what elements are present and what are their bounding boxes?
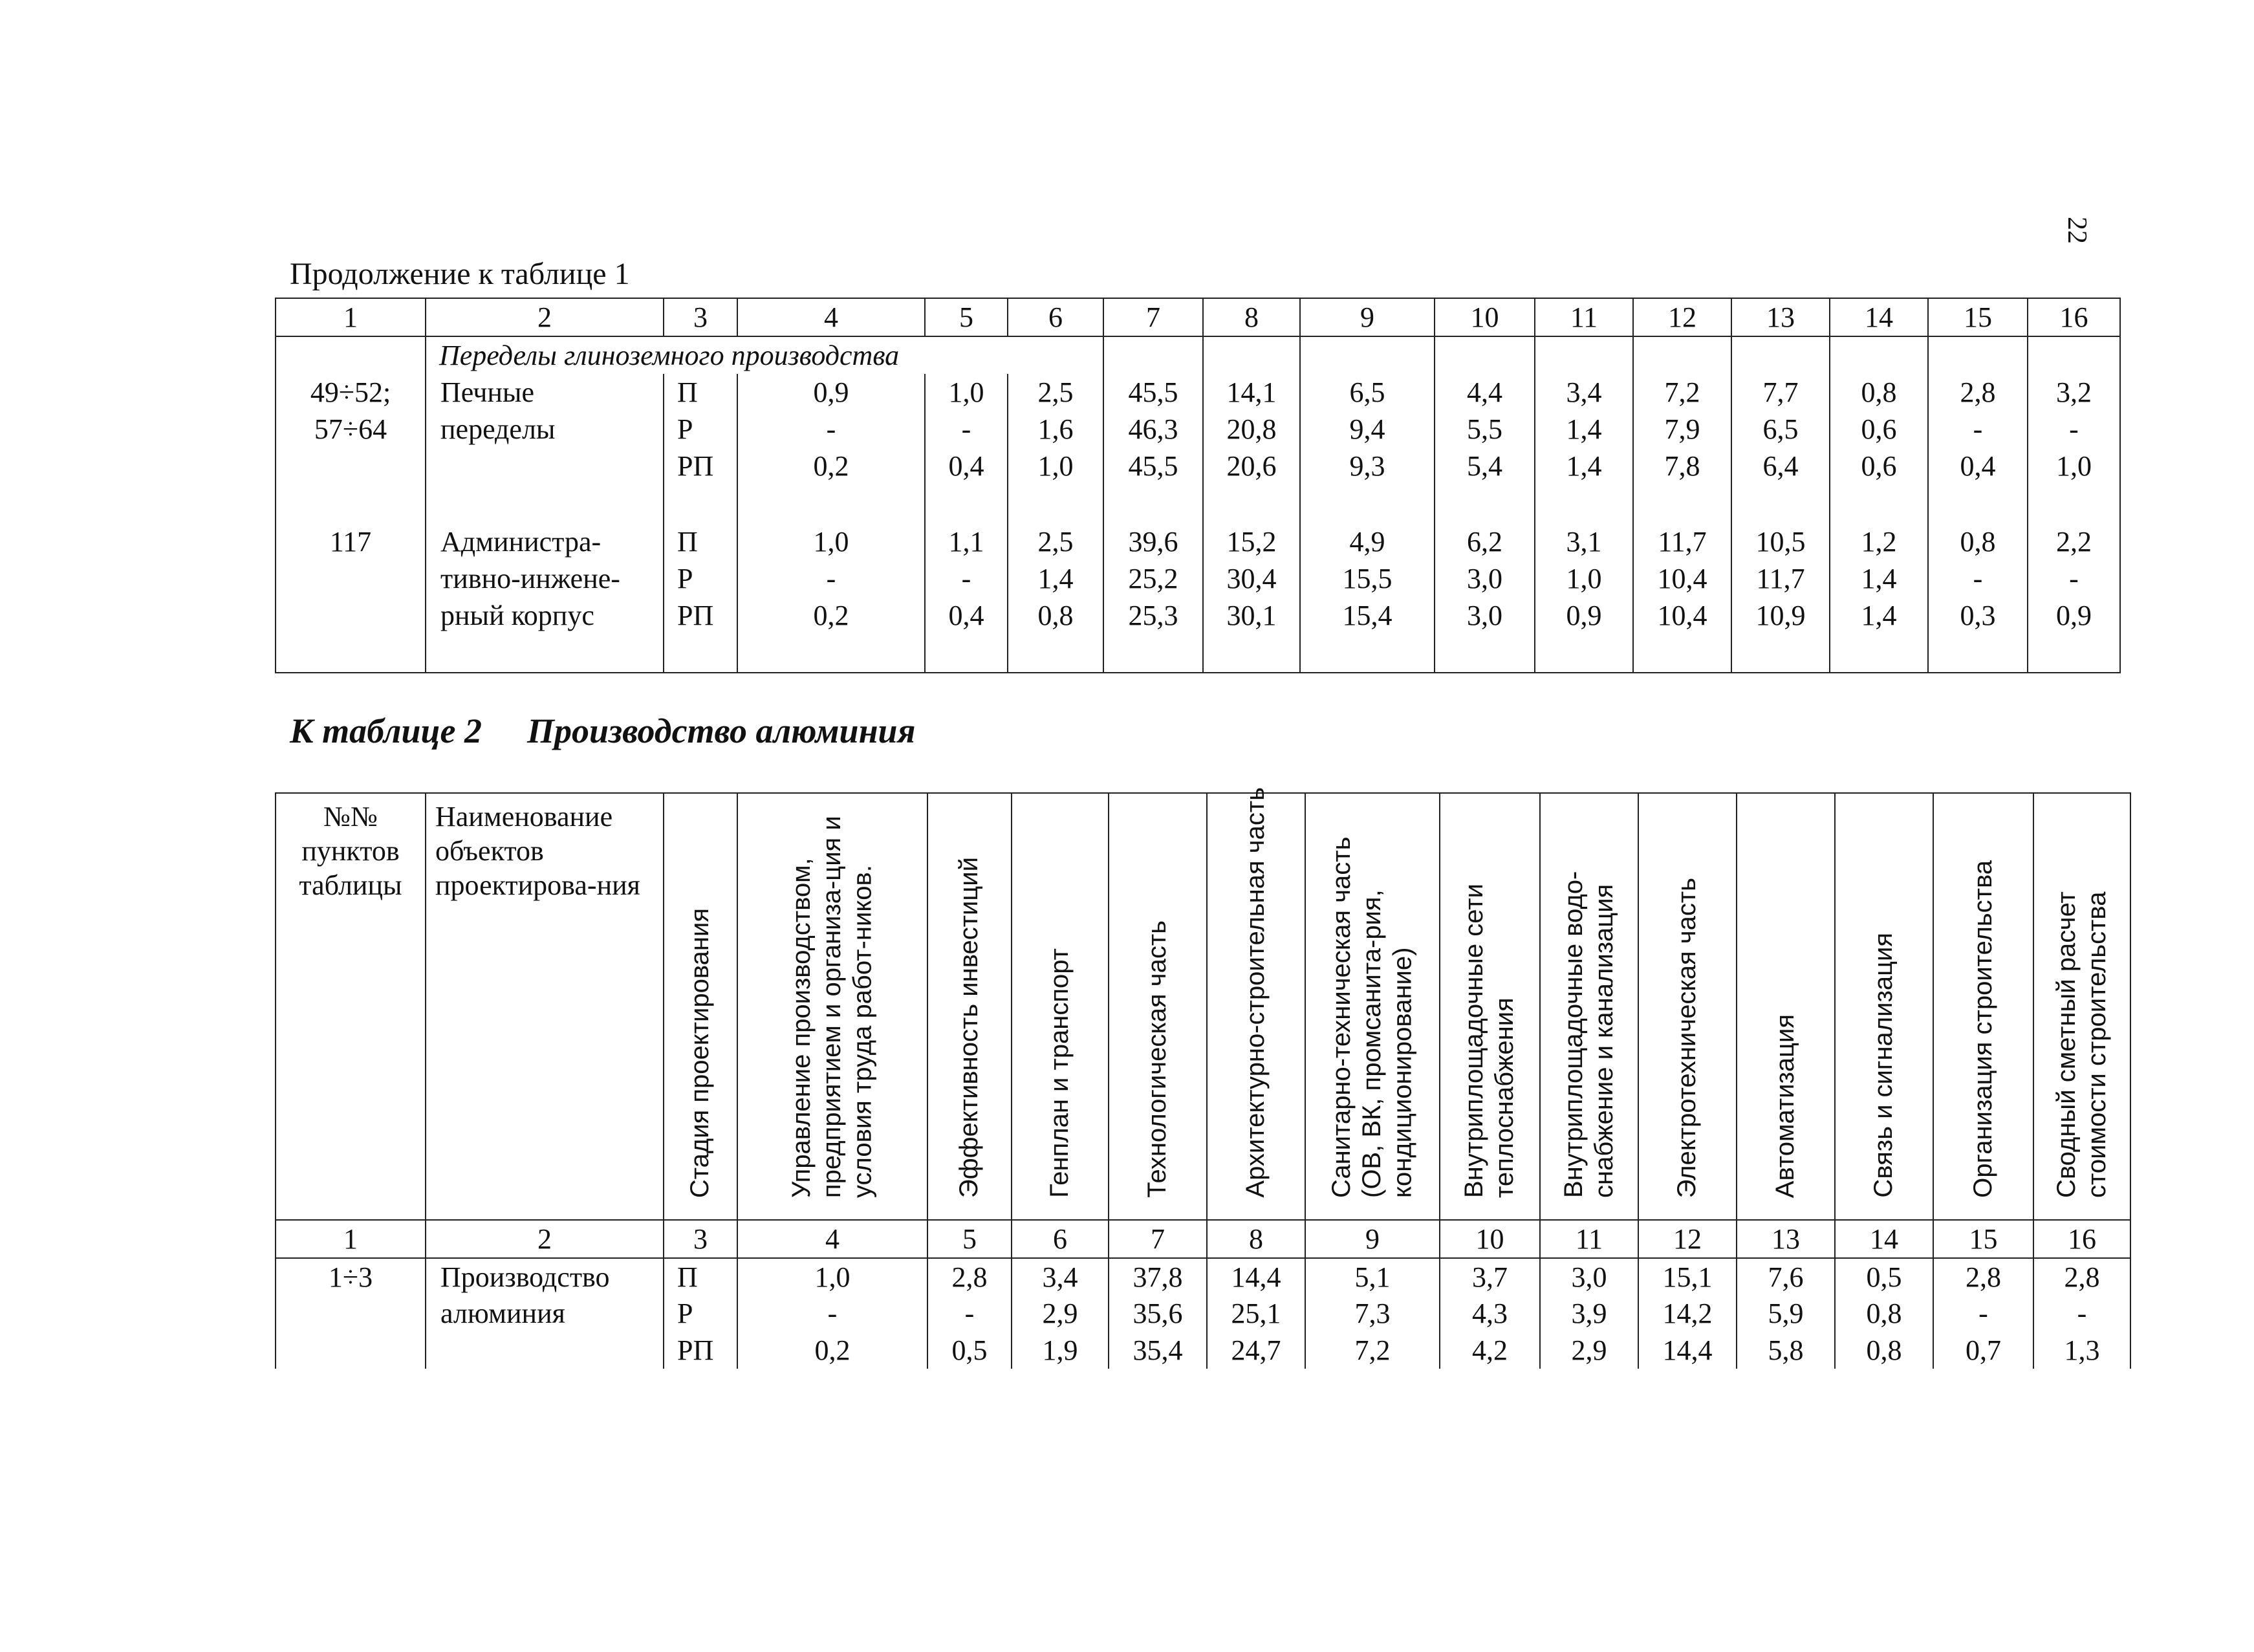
- value-cell: 3,2: [2028, 374, 2120, 411]
- stage: П: [664, 1258, 737, 1295]
- header-label: Связь и сигнализация: [1869, 933, 1898, 1198]
- column-number: 4: [737, 298, 925, 336]
- value-cell: 3,4: [1012, 1258, 1109, 1295]
- column-number: 8: [1203, 298, 1300, 336]
- stage: Р: [664, 411, 737, 448]
- value-cell: 1,0: [737, 523, 925, 560]
- value-cell: 0,9: [737, 374, 925, 411]
- item-number: [276, 1295, 426, 1332]
- value-cell: 0,5: [1835, 1258, 1933, 1295]
- header-label: Генплан и транспорт: [1045, 948, 1074, 1198]
- table2-caption-title: Производство алюминия: [526, 712, 916, 750]
- object-name: Печные: [426, 374, 664, 411]
- stage: РП: [664, 448, 737, 484]
- column-number: 9: [1305, 1220, 1440, 1258]
- cell-empty: [1633, 484, 1731, 523]
- value-cell: -: [737, 411, 925, 448]
- column-number-row: [276, 1220, 2130, 1258]
- item-number: 1÷3: [276, 1258, 426, 1295]
- cell-empty: [2028, 634, 2120, 673]
- value-cell: 2,5: [1008, 374, 1103, 411]
- column-number-row: [276, 298, 2120, 336]
- cell-empty: [664, 634, 737, 673]
- cell-empty: [426, 484, 664, 523]
- value-cell: 3,0: [1540, 1258, 1638, 1295]
- value-cell: 3,4: [1535, 374, 1633, 411]
- column-number: 4: [737, 1220, 927, 1258]
- column-number: 6: [1008, 298, 1103, 336]
- value-cell: 11,7: [1633, 523, 1731, 560]
- header-column: [1012, 793, 1109, 1220]
- value-cell: 2,5: [1008, 523, 1103, 560]
- value-cell: 1,2: [1830, 523, 1928, 560]
- value-cell: 15,4: [1300, 597, 1435, 634]
- value-cell: -: [925, 411, 1008, 448]
- value-cell: 2,8: [2033, 1258, 2130, 1295]
- cell-empty: [426, 634, 664, 673]
- value-cell: 0,9: [2028, 597, 2120, 634]
- value-cell: 1,0: [1008, 448, 1103, 484]
- column-number: 13: [1731, 298, 1830, 336]
- value-cell: 1,4: [1830, 597, 1928, 634]
- table-row: [276, 1295, 2130, 1332]
- value-cell: 39,6: [1103, 523, 1203, 560]
- column-number: 13: [1737, 1220, 1835, 1258]
- spacer-row: [276, 634, 2120, 673]
- value-cell: 6,2: [1435, 523, 1535, 560]
- table-row: [276, 560, 2120, 597]
- header-object-name: Наименование объектов проектирова-ния: [426, 793, 664, 1220]
- value-cell: 0,5: [927, 1332, 1012, 1369]
- column-number: 2: [426, 298, 664, 336]
- cell-empty: [276, 634, 426, 673]
- value-cell: 15,2: [1203, 523, 1300, 560]
- value-cell: 2,8: [927, 1258, 1012, 1295]
- value-cell: 4,2: [1440, 1332, 1540, 1369]
- cell-empty: [1300, 484, 1435, 523]
- value-cell: 15,5: [1300, 560, 1435, 597]
- value-cell: 0,2: [737, 597, 925, 634]
- value-cell: 3,0: [1435, 597, 1535, 634]
- table1: [275, 298, 2121, 673]
- cell-empty: [1731, 336, 1830, 374]
- table-row: [276, 374, 2120, 411]
- value-cell: 4,3: [1440, 1295, 1540, 1332]
- value-cell: -: [927, 1295, 1012, 1332]
- header-column: [1207, 787, 1305, 1220]
- column-number: 15: [1933, 1220, 2033, 1258]
- section-row: [276, 336, 2120, 374]
- value-cell: 45,5: [1103, 374, 1203, 411]
- column-number: 5: [925, 298, 1008, 336]
- value-cell: 1,1: [925, 523, 1008, 560]
- value-cell: 30,1: [1203, 597, 1300, 634]
- value-cell: 1,4: [1830, 560, 1928, 597]
- stage: Р: [664, 1295, 737, 1332]
- value-cell: 10,5: [1731, 523, 1830, 560]
- value-cell: 45,5: [1103, 448, 1203, 484]
- header-column: [1835, 793, 1933, 1220]
- table-row: [276, 1332, 2130, 1369]
- value-cell: -: [2033, 1295, 2130, 1332]
- value-cell: 9,4: [1300, 411, 1435, 448]
- table2-caption-ref: К таблице 2: [290, 712, 482, 750]
- item-number: [276, 1332, 426, 1369]
- value-cell: 7,2: [1633, 374, 1731, 411]
- cell-empty: [1300, 634, 1435, 673]
- value-cell: 0,2: [737, 448, 925, 484]
- value-cell: 25,2: [1103, 560, 1203, 597]
- cell-empty: [1535, 634, 1633, 673]
- value-cell: 0,8: [1830, 374, 1928, 411]
- header-column: [737, 793, 927, 1220]
- value-cell: 0,4: [925, 448, 1008, 484]
- value-cell: 14,4: [1207, 1258, 1305, 1295]
- value-cell: 7,3: [1305, 1295, 1440, 1332]
- cell-empty: [1435, 484, 1535, 523]
- column-number: 10: [1440, 1220, 1540, 1258]
- cell-empty: [276, 484, 426, 523]
- stage: П: [664, 523, 737, 560]
- header-label: Внутриплощадочные сети теплоснабжения: [1460, 884, 1519, 1198]
- value-cell: 2,9: [1540, 1332, 1638, 1369]
- value-cell: 10,9: [1731, 597, 1830, 634]
- item-number: [276, 560, 426, 597]
- value-cell: 0,4: [925, 597, 1008, 634]
- object-name: Производство: [426, 1258, 664, 1295]
- object-name: [426, 1332, 664, 1369]
- value-cell: 1,0: [1535, 560, 1633, 597]
- item-number: 49÷52;: [276, 374, 426, 411]
- spacer-row: [276, 484, 2120, 523]
- value-cell: 1,0: [2028, 448, 2120, 484]
- value-cell: 2,9: [1012, 1295, 1109, 1332]
- column-number: 7: [1103, 298, 1203, 336]
- value-cell: 1,4: [1008, 560, 1103, 597]
- value-cell: 14,2: [1638, 1295, 1737, 1332]
- header-label: Санитарно-техническая часть (ОВ, ВК, промсанита-рия, кондиционирование): [1327, 836, 1417, 1198]
- cell-empty: [1008, 484, 1103, 523]
- column-number: 3: [664, 1220, 737, 1258]
- header-column: [1737, 793, 1835, 1220]
- column-number: 14: [1835, 1220, 1933, 1258]
- header-label: Внутриплощадочные водо-снабжение и канализация: [1559, 871, 1618, 1198]
- value-cell: -: [2028, 411, 2120, 448]
- table2-caption: [290, 713, 960, 748]
- value-cell: 6,4: [1731, 448, 1830, 484]
- value-cell: 5,9: [1737, 1295, 1835, 1332]
- value-cell: 5,4: [1435, 448, 1535, 484]
- value-cell: 7,6: [1737, 1258, 1835, 1295]
- cell-empty: [664, 484, 737, 523]
- header-row: [276, 793, 2130, 1220]
- column-number: 7: [1109, 1220, 1207, 1258]
- stage: П: [664, 374, 737, 411]
- value-cell: 1,3: [2033, 1332, 2130, 1369]
- value-cell: 14,4: [1638, 1332, 1737, 1369]
- value-cell: 35,4: [1109, 1332, 1207, 1369]
- column-number: 11: [1535, 298, 1633, 336]
- header-label: Стадия проектирования: [686, 908, 715, 1198]
- value-cell: -: [737, 560, 925, 597]
- column-number: 12: [1638, 1220, 1737, 1258]
- object-name: Администра-: [426, 523, 664, 560]
- column-number: 2: [426, 1220, 664, 1258]
- header-column: [1440, 793, 1540, 1220]
- table-row: [276, 1258, 2130, 1295]
- item-number: [276, 448, 426, 484]
- cell-empty: [276, 336, 426, 374]
- value-cell: 1,0: [925, 374, 1008, 411]
- header-column: [1540, 793, 1638, 1220]
- column-number: 10: [1435, 298, 1535, 336]
- value-cell: 1,6: [1008, 411, 1103, 448]
- value-cell: 6,5: [1300, 374, 1435, 411]
- header-label: Автоматизация: [1771, 1014, 1800, 1198]
- value-cell: 10,4: [1633, 560, 1731, 597]
- cell-empty: [1103, 634, 1203, 673]
- value-cell: -: [1928, 560, 2028, 597]
- cell-empty: [925, 634, 1008, 673]
- value-cell: 4,4: [1435, 374, 1535, 411]
- column-number: 6: [1012, 1220, 1109, 1258]
- object-name: переделы: [426, 411, 664, 448]
- column-number: 14: [1830, 298, 1928, 336]
- header-column: [2033, 793, 2130, 1220]
- header-label: Организация строительства: [1968, 860, 1997, 1198]
- value-cell: 7,8: [1633, 448, 1731, 484]
- stage: Р: [664, 560, 737, 597]
- table1-caption: Продолжение к таблице 1: [290, 257, 630, 291]
- cell-empty: [1731, 484, 1830, 523]
- column-number: 8: [1207, 1220, 1305, 1258]
- value-cell: 0,3: [1928, 597, 2028, 634]
- column-number: 3: [664, 298, 737, 336]
- cell-empty: [1103, 336, 1203, 374]
- value-cell: -: [925, 560, 1008, 597]
- header-label: Управление производством, предприятием и организа-ция и условия труда работ-ников.: [787, 816, 877, 1198]
- value-cell: 35,6: [1109, 1295, 1207, 1332]
- object-name: алюминия: [426, 1295, 664, 1332]
- table-row: [276, 523, 2120, 560]
- cell-empty: [1928, 336, 2028, 374]
- value-cell: 25,3: [1103, 597, 1203, 634]
- cell-empty: [737, 484, 925, 523]
- value-cell: 4,9: [1300, 523, 1435, 560]
- value-cell: 2,8: [1933, 1258, 2033, 1295]
- value-cell: 5,1: [1305, 1258, 1440, 1295]
- item-number: 117: [276, 523, 426, 560]
- value-cell: 0,6: [1830, 411, 1928, 448]
- value-cell: -: [1933, 1295, 2033, 1332]
- column-number: 11: [1540, 1220, 1638, 1258]
- cell-empty: [1203, 634, 1300, 673]
- value-cell: 0,2: [737, 1332, 927, 1369]
- value-cell: -: [2028, 560, 2120, 597]
- cell-empty: [1435, 634, 1535, 673]
- value-cell: 1,4: [1535, 411, 1633, 448]
- cell-empty: [1535, 336, 1633, 374]
- value-cell: 1,4: [1535, 448, 1633, 484]
- value-cell: 14,1: [1203, 374, 1300, 411]
- cell-empty: [1928, 634, 2028, 673]
- item-number: 57÷64: [276, 411, 426, 448]
- header-column: [1109, 793, 1207, 1220]
- cell-empty: [1203, 484, 1300, 523]
- column-number: 1: [276, 298, 426, 336]
- value-cell: -: [1928, 411, 2028, 448]
- object-name: [426, 448, 664, 484]
- value-cell: 0,8: [1008, 597, 1103, 634]
- cell-empty: [1103, 484, 1203, 523]
- value-cell: 30,4: [1203, 560, 1300, 597]
- value-cell: 0,7: [1933, 1332, 2033, 1369]
- header-column: [1933, 793, 2033, 1220]
- value-cell: 0,9: [1535, 597, 1633, 634]
- header-column: [927, 793, 1012, 1220]
- cell-empty: [2028, 484, 2120, 523]
- column-number: 9: [1300, 298, 1435, 336]
- value-cell: 6,5: [1731, 411, 1830, 448]
- value-cell: 0,6: [1830, 448, 1928, 484]
- table2: [275, 787, 2131, 1369]
- column-number: 12: [1633, 298, 1731, 336]
- value-cell: 15,1: [1638, 1258, 1737, 1295]
- column-number: 16: [2028, 298, 2120, 336]
- value-cell: 3,1: [1535, 523, 1633, 560]
- value-cell: 1,9: [1012, 1332, 1109, 1369]
- page-number: 22: [2062, 217, 2092, 244]
- cell-empty: [1731, 634, 1830, 673]
- value-cell: 0,8: [1835, 1332, 1933, 1369]
- value-cell: 7,7: [1731, 374, 1830, 411]
- cell-empty: [1203, 336, 1300, 374]
- stage: РП: [664, 1332, 737, 1369]
- value-cell: -: [737, 1295, 927, 1332]
- value-cell: 3,7: [1440, 1258, 1540, 1295]
- value-cell: 9,3: [1300, 448, 1435, 484]
- cell-empty: [925, 484, 1008, 523]
- cell-empty: [1435, 336, 1535, 374]
- value-cell: 2,8: [1928, 374, 2028, 411]
- column-number: 16: [2033, 1220, 2130, 1258]
- value-cell: 7,9: [1633, 411, 1731, 448]
- cell-empty: [1300, 336, 1435, 374]
- value-cell: 7,2: [1305, 1332, 1440, 1369]
- cell-empty: [1830, 336, 1928, 374]
- cell-empty: [1633, 336, 1731, 374]
- cell-empty: [1830, 634, 1928, 673]
- value-cell: 10,4: [1633, 597, 1731, 634]
- value-cell: 5,8: [1737, 1332, 1835, 1369]
- value-cell: 0,8: [1928, 523, 2028, 560]
- value-cell: 24,7: [1207, 1332, 1305, 1369]
- header-label: Сводный сметный расчет стоимости строительства: [2052, 891, 2111, 1198]
- column-number: 15: [1928, 298, 2028, 336]
- cell-empty: [1008, 634, 1103, 673]
- header-item-number: №№ пунктов таблицы: [276, 793, 426, 1220]
- header-label: Электротехническая часть: [1673, 877, 1702, 1198]
- item-number: [276, 597, 426, 634]
- section-title: Переделы глиноземного производства: [426, 336, 1103, 374]
- value-cell: 46,3: [1103, 411, 1203, 448]
- value-cell: 0,8: [1835, 1295, 1933, 1332]
- value-cell: 20,6: [1203, 448, 1300, 484]
- object-name: рный корпус: [426, 597, 664, 634]
- table-row: [276, 448, 2120, 484]
- value-cell: 3,9: [1540, 1295, 1638, 1332]
- value-cell: 11,7: [1731, 560, 1830, 597]
- value-cell: 3,0: [1435, 560, 1535, 597]
- value-cell: 37,8: [1109, 1258, 1207, 1295]
- cell-empty: [1830, 484, 1928, 523]
- table-row: [276, 411, 2120, 448]
- cell-empty: [2028, 336, 2120, 374]
- value-cell: 1,0: [737, 1258, 927, 1295]
- header-label: Технологическая часть: [1143, 920, 1172, 1198]
- header-column: [1305, 793, 1440, 1220]
- value-cell: 0,4: [1928, 448, 2028, 484]
- value-cell: 5,5: [1435, 411, 1535, 448]
- cell-empty: [737, 634, 925, 673]
- cell-empty: [1633, 634, 1731, 673]
- value-cell: 20,8: [1203, 411, 1300, 448]
- value-cell: 25,1: [1207, 1295, 1305, 1332]
- cell-empty: [1928, 484, 2028, 523]
- stage: РП: [664, 597, 737, 634]
- table-row: [276, 597, 2120, 634]
- header-label: Эффективность инвестиций: [955, 856, 984, 1198]
- cell-empty: [1535, 484, 1633, 523]
- header-column: [664, 793, 737, 1220]
- column-number: 1: [276, 1220, 426, 1258]
- column-number: 5: [927, 1220, 1012, 1258]
- header-column: [1638, 793, 1737, 1220]
- header-label: Архитектурно-строительная часть: [1241, 787, 1270, 1198]
- value-cell: 2,2: [2028, 523, 2120, 560]
- object-name: тивно-инжене-: [426, 560, 664, 597]
